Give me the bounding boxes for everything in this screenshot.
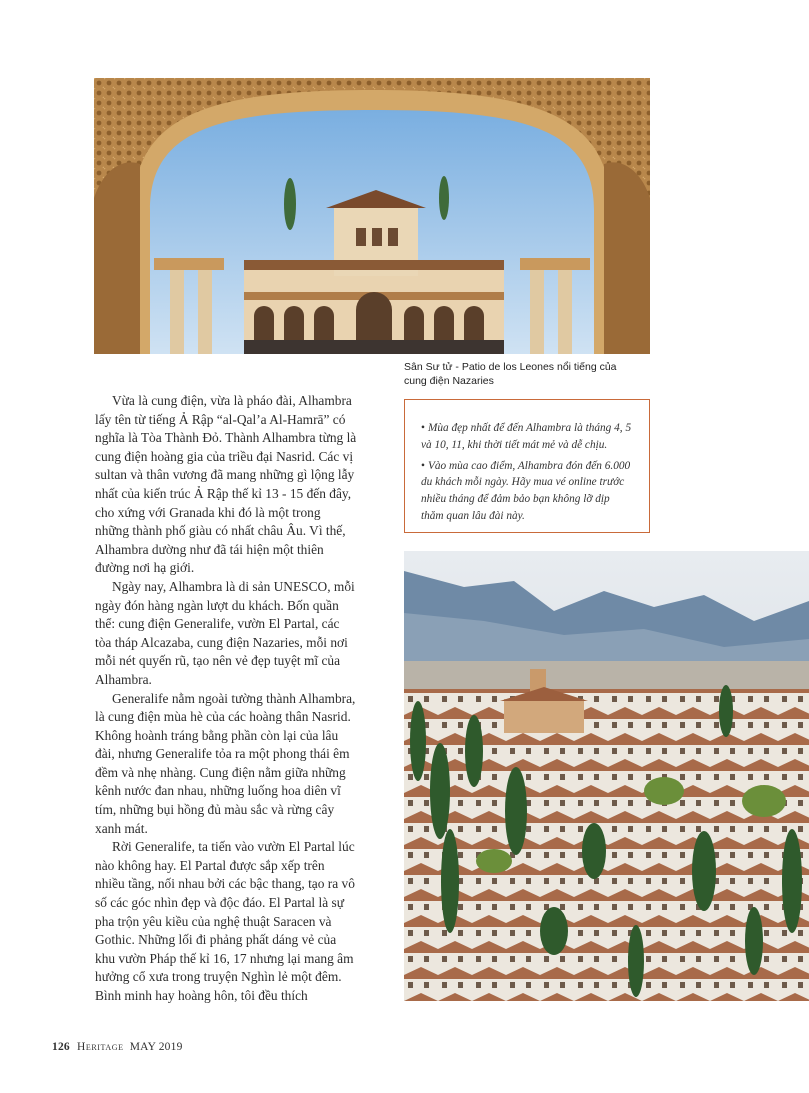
tips-box	[404, 399, 650, 533]
tip-item	[421, 458, 635, 525]
bullet-icon: •	[421, 459, 425, 472]
page-footer	[52, 1041, 183, 1053]
tip-text: Mùa đẹp nhất để đến Alhambra là tháng 4, 5 và 10, 11, khi thời tiết mát mẻ và dễ chịu.	[421, 422, 632, 451]
tips-list	[421, 420, 635, 525]
issue-date: MAY 2019	[129, 1041, 183, 1053]
page-number: 126	[52, 1041, 70, 1053]
tip-item	[421, 420, 635, 454]
article-paragraph: Generalife nằm ngoài tường thành Alhambra, là cung điện mùa hè của các hoàng thân Nasrid. Không hoành tráng bằng phần còn lại của lâu đài, nhưng Generalife tỏa ra một phong thái êm đềm và nhẹ nhàng. Cung điện nằm giữa những kênh nước đan nhau, những luống hoa diên vĩ tím, những bụi hồng đủ màu sắc và rừng cây xanh mát.	[95, 690, 356, 836]
article-paragraph: Vừa là cung điện, vừa là pháo đài, Alhambra lấy tên từ tiếng Ả Rập “al-Qal’a Al-Hamrā” có nghĩa là Tòa Thành Đỏ. Thành Alhambra từng là cung điện hoàng gia của triều đại Nasrid. Các vị sultan và thân vương đã mang những gì lộng lẫy nhất của kiến trúc Ả Rập thế kỉ 13 - 15 đến đây, cho xứng với Granada khi đó là một trong những thành phố giàu có nhất châu Âu. Vì thế, Alhambra dường như đã tái hiện một thiên đường nơi hạ giới.	[95, 393, 357, 576]
article-paragraph: Ngày nay, Alhambra là di sản UNESCO, mỗi ngày đón hàng ngàn lượt du khách. Bốn quần thể: cung điện Generalife, vườn El Partal, các tòa tháp Alcazaba, cung điện Nazaries, mỗi nơi mỗi nét quyến rũ, tạo nên vẻ đẹp tuyệt mĩ của Alhambra.	[95, 578, 355, 687]
bullet-icon: •	[421, 422, 425, 434]
article-paragraph: Rời Generalife, ta tiến vào vườn El Partal lúc nào không hay. El Partal được sắp xếp trên nhiều tầng, nối nhau bởi các bậc thang, tạo ra vô số các góc nhìn đẹp và độc đáo. El Partal là sự pha trộn yêu kiều của nghệ thuật Saracen và Gothic. Những lối đi phảng phất dáng vẻ của khu vườn Pháp thế kỉ 16, 17 nhưng lại mang âm hưởng cổ xưa trong truyện Nghìn lẻ một đêm. Bình minh hay hoàng hôn, tôi đều thích	[95, 839, 355, 1003]
patio-de-los-leones-photo	[94, 78, 650, 354]
article-body	[95, 392, 357, 1006]
photo-caption: Sân Sư tử - Patio de los Leones nổi tiếng của cung điện Nazaries	[404, 361, 617, 387]
magazine-name: Heritage	[76, 1041, 124, 1053]
granada-city-photo	[404, 551, 809, 1001]
tip-text: Vào mùa cao điểm, Alhambra đón đến 6.000 du khách mỗi ngày. Hãy mua vé online trước nhiều tháng để đảm bảo bạn không lỡ dịp thăm quan lâu đài này.	[421, 459, 631, 522]
